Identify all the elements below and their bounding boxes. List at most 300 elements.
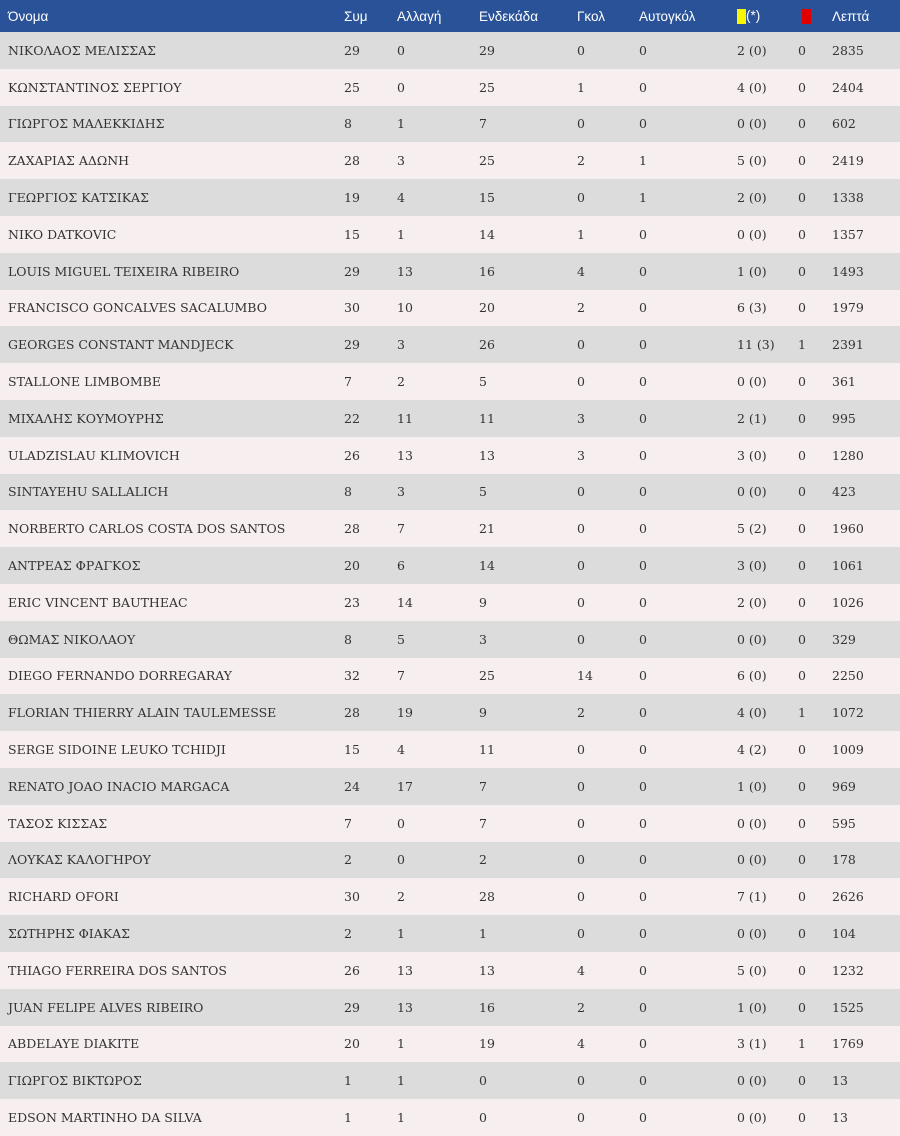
appearances-cell: 29 bbox=[344, 42, 360, 58]
minutes-cell: 969 bbox=[832, 778, 856, 794]
substitutions-cell: 1 bbox=[397, 1036, 405, 1052]
goals-cell: 0 bbox=[577, 521, 585, 537]
goals-cell: 2 bbox=[577, 705, 585, 721]
appearances-cell: 1 bbox=[344, 1110, 352, 1125]
starts-cell: 16 bbox=[479, 999, 495, 1015]
yellow-card-icon bbox=[737, 9, 746, 24]
minutes-cell: 1979 bbox=[832, 300, 864, 316]
goals-cell: 0 bbox=[577, 889, 585, 905]
table-row bbox=[0, 731, 900, 768]
starts-cell: 2 bbox=[479, 852, 487, 868]
minutes-cell: 1232 bbox=[832, 962, 864, 978]
minutes-cell: 1072 bbox=[832, 705, 864, 721]
column-header-yellow-cards[interactable] bbox=[737, 0, 798, 32]
yellow-cards-cell: 0 (0) bbox=[737, 484, 767, 500]
yellow-cards-cell: 0 (0) bbox=[737, 926, 767, 942]
appearances-cell: 8 bbox=[344, 116, 352, 132]
own-goals-cell: 0 bbox=[639, 558, 647, 574]
player-name-cell: NIKO DATKOVIC bbox=[8, 226, 117, 242]
goals-cell: 0 bbox=[577, 374, 585, 390]
minutes-cell: 2404 bbox=[832, 79, 864, 95]
goals-cell: 0 bbox=[577, 852, 585, 868]
appearances-cell: 23 bbox=[344, 594, 360, 610]
own-goals-cell: 0 bbox=[639, 447, 647, 463]
appearances-cell: 1 bbox=[344, 1073, 352, 1089]
own-goals-cell: 0 bbox=[639, 852, 647, 868]
player-name-cell: ΜΙΧΑΛΗΣ ΚΟΥΜΟΥΡΗΣ bbox=[8, 410, 164, 426]
appearances-cell: 29 bbox=[344, 263, 360, 279]
appearances-cell: 24 bbox=[344, 778, 360, 794]
own-goals-cell: 0 bbox=[639, 962, 647, 978]
own-goals-cell: 0 bbox=[639, 374, 647, 390]
starts-cell: 1 bbox=[479, 926, 487, 942]
table-row bbox=[0, 69, 900, 106]
own-goals-cell: 0 bbox=[639, 742, 647, 758]
red-cards-cell: 0 bbox=[798, 815, 806, 831]
goals-cell: 3 bbox=[577, 447, 585, 463]
starts-cell: 0 bbox=[479, 1073, 487, 1089]
player-name-cell: ΤΑΣΟΣ ΚΙΣΣΑΣ bbox=[8, 815, 108, 831]
player-name-cell: ΑΝΤΡΕΑΣ ΦΡΑΓΚΟΣ bbox=[8, 558, 141, 574]
substitutions-cell: 0 bbox=[397, 79, 405, 95]
yellow-cards-cell: 2 (0) bbox=[737, 190, 767, 206]
minutes-cell: 104 bbox=[832, 926, 856, 942]
own-goals-cell: 0 bbox=[639, 79, 647, 95]
red-cards-cell: 0 bbox=[798, 1073, 806, 1089]
column-header-own-goals[interactable]: Αυτογκόλ bbox=[639, 8, 696, 24]
table-row bbox=[0, 915, 900, 952]
minutes-cell: 2419 bbox=[832, 153, 864, 169]
minutes-cell: 995 bbox=[832, 410, 856, 426]
own-goals-cell: 0 bbox=[639, 705, 647, 721]
minutes-cell: 1061 bbox=[832, 558, 864, 574]
red-cards-cell: 0 bbox=[798, 153, 806, 169]
substitutions-cell: 10 bbox=[397, 300, 413, 316]
appearances-cell: 28 bbox=[344, 153, 360, 169]
yellow-cards-cell: 3 (1) bbox=[737, 1036, 767, 1052]
player-name-cell: STALLONE LIMBOMBE bbox=[8, 374, 161, 390]
minutes-cell: 13 bbox=[832, 1110, 848, 1125]
red-cards-cell: 0 bbox=[798, 999, 806, 1015]
red-cards-cell: 0 bbox=[798, 558, 806, 574]
starts-cell: 29 bbox=[479, 42, 495, 58]
appearances-cell: 25 bbox=[344, 79, 360, 95]
starts-cell: 21 bbox=[479, 521, 495, 537]
yellow-cards-cell: 0 (0) bbox=[737, 116, 767, 132]
table-row bbox=[0, 437, 900, 474]
player-name-cell: JUAN FELIPE ALVES RIBEIRO bbox=[8, 999, 204, 1015]
yellow-cards-cell: 6 (3) bbox=[737, 300, 767, 316]
appearances-cell: 26 bbox=[344, 447, 360, 463]
starts-cell: 9 bbox=[479, 594, 487, 610]
red-cards-cell: 0 bbox=[798, 410, 806, 426]
appearances-cell: 30 bbox=[344, 300, 360, 316]
own-goals-cell: 0 bbox=[639, 42, 647, 58]
substitutions-cell: 1 bbox=[397, 1110, 405, 1125]
table-row bbox=[0, 474, 900, 511]
yellow-cards-cell: 4 (2) bbox=[737, 742, 767, 758]
player-name-cell: THIAGO FERREIRA DOS SANTOS bbox=[8, 962, 227, 978]
table-row bbox=[0, 878, 900, 915]
starts-cell: 25 bbox=[479, 153, 495, 169]
appearances-cell: 8 bbox=[344, 631, 352, 647]
table-row bbox=[0, 253, 900, 290]
column-header-minutes[interactable]: Λεπτά bbox=[832, 8, 870, 24]
starts-cell: 7 bbox=[479, 116, 487, 132]
own-goals-cell: 0 bbox=[639, 1073, 647, 1089]
own-goals-cell: 0 bbox=[639, 999, 647, 1015]
minutes-cell: 2835 bbox=[832, 42, 864, 58]
starts-cell: 3 bbox=[479, 631, 487, 647]
yellow-cards-cell: 0 (0) bbox=[737, 631, 767, 647]
appearances-cell: 20 bbox=[344, 558, 360, 574]
yellow-cards-cell: 0 (0) bbox=[737, 1073, 767, 1089]
minutes-cell: 1280 bbox=[832, 447, 864, 463]
red-cards-cell: 0 bbox=[798, 594, 806, 610]
red-cards-cell: 0 bbox=[798, 300, 806, 316]
table-header-row bbox=[0, 0, 900, 32]
player-name-cell: GEORGES CONSTANT MANDJECK bbox=[8, 337, 234, 353]
appearances-cell: 8 bbox=[344, 484, 352, 500]
player-name-cell: NORBERTO CARLOS COSTA DOS SANTOS bbox=[8, 521, 286, 537]
player-name-cell: FRANCISCO GONCALVES SACALUMBO bbox=[8, 300, 267, 316]
red-cards-cell: 0 bbox=[798, 263, 806, 279]
minutes-cell: 1493 bbox=[832, 263, 864, 279]
substitutions-cell: 1 bbox=[397, 116, 405, 132]
column-header-apps[interactable]: Συμ bbox=[344, 8, 368, 24]
player-name-cell: ULADZISLAU KLIMOVICH bbox=[8, 447, 180, 463]
starts-cell: 11 bbox=[479, 742, 495, 758]
appearances-cell: 30 bbox=[344, 889, 360, 905]
starts-cell: 0 bbox=[479, 1110, 487, 1125]
goals-cell: 0 bbox=[577, 484, 585, 500]
appearances-cell: 2 bbox=[344, 926, 352, 942]
substitutions-cell: 13 bbox=[397, 962, 413, 978]
red-card-icon bbox=[802, 9, 811, 24]
yellow-cards-cell: 1 (0) bbox=[737, 778, 767, 794]
yellow-cards-cell: 5 (0) bbox=[737, 962, 767, 978]
substitutions-cell: 13 bbox=[397, 447, 413, 463]
starts-cell: 16 bbox=[479, 263, 495, 279]
starts-cell: 25 bbox=[479, 668, 495, 684]
yellow-cards-cell: 4 (0) bbox=[737, 705, 767, 721]
starts-cell: 15 bbox=[479, 190, 495, 206]
substitutions-cell: 13 bbox=[397, 263, 413, 279]
starts-cell: 7 bbox=[479, 778, 487, 794]
player-name-cell: SERGE SIDOINE LEUKO TCHIDJI bbox=[8, 742, 226, 758]
goals-cell: 0 bbox=[577, 631, 585, 647]
red-cards-cell: 0 bbox=[798, 190, 806, 206]
own-goals-cell: 0 bbox=[639, 778, 647, 794]
yellow-cards-cell: 0 (0) bbox=[737, 1110, 767, 1125]
red-cards-cell: 1 bbox=[798, 705, 806, 721]
substitutions-cell: 7 bbox=[397, 668, 405, 684]
player-name-cell: EDSON MARTINHO DA SILVA bbox=[8, 1110, 202, 1125]
own-goals-cell: 0 bbox=[639, 889, 647, 905]
substitutions-cell: 11 bbox=[397, 410, 413, 426]
minutes-cell: 178 bbox=[832, 852, 856, 868]
yellow-cards-cell: 0 (0) bbox=[737, 815, 767, 831]
goals-cell: 3 bbox=[577, 410, 585, 426]
table-row bbox=[0, 584, 900, 621]
red-cards-cell: 0 bbox=[798, 926, 806, 942]
appearances-cell: 26 bbox=[344, 962, 360, 978]
own-goals-cell: 0 bbox=[639, 410, 647, 426]
starts-cell: 20 bbox=[479, 300, 495, 316]
goals-cell: 0 bbox=[577, 1110, 585, 1125]
own-goals-cell: 0 bbox=[639, 631, 647, 647]
substitutions-cell: 1 bbox=[397, 226, 405, 242]
goals-cell: 0 bbox=[577, 926, 585, 942]
substitutions-cell: 1 bbox=[397, 926, 405, 942]
minutes-cell: 1026 bbox=[832, 594, 864, 610]
yellow-cards-cell: 5 (2) bbox=[737, 521, 767, 537]
table-row bbox=[0, 363, 900, 400]
starts-cell: 7 bbox=[479, 815, 487, 831]
appearances-cell: 15 bbox=[344, 742, 360, 758]
substitutions-cell: 0 bbox=[397, 42, 405, 58]
red-cards-cell: 0 bbox=[798, 631, 806, 647]
appearances-cell: 22 bbox=[344, 410, 360, 426]
yellow-cards-cell: 2 (0) bbox=[737, 594, 767, 610]
table-row bbox=[0, 952, 900, 989]
player-name-cell: ΝΙΚΟΛΑΟΣ ΜΕΛΙΣΣΑΣ bbox=[8, 42, 157, 58]
own-goals-cell: 0 bbox=[639, 1036, 647, 1052]
appearances-cell: 32 bbox=[344, 668, 360, 684]
minutes-cell: 1338 bbox=[832, 190, 864, 206]
substitutions-cell: 5 bbox=[397, 631, 405, 647]
table-row bbox=[0, 142, 900, 179]
starts-cell: 9 bbox=[479, 705, 487, 721]
player-name-cell: LOUIS MIGUEL TEIXEIRA RIBEIRO bbox=[8, 263, 240, 279]
starts-cell: 5 bbox=[479, 374, 487, 390]
player-name-cell: ΚΩΝΣΤΑΝΤΙΝΟΣ ΣΕΡΓΙΟΥ bbox=[8, 79, 182, 95]
starts-cell: 14 bbox=[479, 558, 495, 574]
goals-cell: 2 bbox=[577, 999, 585, 1015]
yellow-cards-cell: 2 (0) bbox=[737, 42, 767, 58]
goals-cell: 0 bbox=[577, 1073, 585, 1089]
own-goals-cell: 0 bbox=[639, 300, 647, 316]
minutes-cell: 13 bbox=[832, 1073, 848, 1089]
minutes-cell: 1357 bbox=[832, 226, 864, 242]
red-cards-cell: 1 bbox=[798, 1036, 806, 1052]
goals-cell: 0 bbox=[577, 116, 585, 132]
own-goals-cell: 0 bbox=[639, 815, 647, 831]
substitutions-cell: 4 bbox=[397, 742, 405, 758]
appearances-cell: 28 bbox=[344, 521, 360, 537]
yellow-cards-cell: 7 (1) bbox=[737, 889, 767, 905]
table-row bbox=[0, 621, 900, 658]
yellow-cards-cell: 6 (0) bbox=[737, 668, 767, 684]
substitutions-cell: 3 bbox=[397, 484, 405, 500]
substitutions-cell: 3 bbox=[397, 153, 405, 169]
minutes-cell: 423 bbox=[832, 484, 856, 500]
table-row bbox=[0, 1099, 900, 1136]
yellow-cards-cell: 0 (0) bbox=[737, 374, 767, 390]
red-cards-cell: 1 bbox=[798, 337, 806, 353]
column-header-subs[interactable]: Αλλαγή bbox=[397, 8, 442, 24]
yellow-cards-cell: 1 (0) bbox=[737, 999, 767, 1015]
player-name-cell: ΛΟΥΚΑΣ ΚΑΛΟΓΗΡΟΥ bbox=[8, 852, 151, 868]
yellow-cards-cell: 5 (0) bbox=[737, 153, 767, 169]
goals-cell: 2 bbox=[577, 153, 585, 169]
red-cards-cell: 0 bbox=[798, 1110, 806, 1125]
own-goals-cell: 0 bbox=[639, 926, 647, 942]
table-row bbox=[0, 547, 900, 584]
starts-cell: 13 bbox=[479, 447, 495, 463]
goals-cell: 0 bbox=[577, 337, 585, 353]
minutes-cell: 595 bbox=[832, 815, 856, 831]
goals-cell: 0 bbox=[577, 815, 585, 831]
yellow-cards-cell: 1 (0) bbox=[737, 263, 767, 279]
minutes-cell: 1960 bbox=[832, 521, 864, 537]
goals-cell: 0 bbox=[577, 594, 585, 610]
minutes-cell: 1009 bbox=[832, 742, 864, 758]
player-name-cell: RICHARD OFORI bbox=[8, 889, 119, 905]
appearances-cell: 29 bbox=[344, 337, 360, 353]
red-cards-cell: 0 bbox=[798, 116, 806, 132]
starts-cell: 28 bbox=[479, 889, 495, 905]
substitutions-cell: 0 bbox=[397, 852, 405, 868]
substitutions-cell: 2 bbox=[397, 374, 405, 390]
table-row bbox=[0, 694, 900, 731]
minutes-cell: 2250 bbox=[832, 668, 864, 684]
own-goals-cell: 0 bbox=[639, 484, 647, 500]
appearances-cell: 28 bbox=[344, 705, 360, 721]
starts-cell: 19 bbox=[479, 1036, 495, 1052]
table-row bbox=[0, 842, 900, 879]
yellow-cards-cell: 0 (0) bbox=[737, 852, 767, 868]
player-name-cell: ABDELAYE DIAKITE bbox=[8, 1036, 140, 1052]
own-goals-cell: 1 bbox=[639, 190, 647, 206]
own-goals-cell: 0 bbox=[639, 594, 647, 610]
table-row bbox=[0, 400, 900, 437]
red-cards-cell: 0 bbox=[798, 42, 806, 58]
own-goals-cell: 1 bbox=[639, 153, 647, 169]
own-goals-cell: 0 bbox=[639, 226, 647, 242]
substitutions-cell: 2 bbox=[397, 889, 405, 905]
red-cards-cell: 0 bbox=[798, 521, 806, 537]
goals-cell: 14 bbox=[577, 668, 593, 684]
column-header-red-cards[interactable] bbox=[798, 0, 832, 32]
red-cards-cell: 0 bbox=[798, 962, 806, 978]
goals-cell: 0 bbox=[577, 190, 585, 206]
red-cards-cell: 0 bbox=[798, 668, 806, 684]
goals-cell: 4 bbox=[577, 263, 585, 279]
red-cards-cell: 0 bbox=[798, 778, 806, 794]
player-name-cell: FLORIAN THIERRY ALAIN TAULEMESSE bbox=[8, 705, 277, 721]
starts-cell: 25 bbox=[479, 79, 495, 95]
minutes-cell: 1525 bbox=[832, 999, 864, 1015]
substitutions-cell: 4 bbox=[397, 190, 405, 206]
own-goals-cell: 0 bbox=[639, 668, 647, 684]
red-cards-cell: 0 bbox=[798, 79, 806, 95]
player-name-cell: ERIC VINCENT BAUTHEAC bbox=[8, 594, 188, 610]
table-row bbox=[0, 179, 900, 216]
red-cards-cell: 0 bbox=[798, 447, 806, 463]
player-name-cell: SINTAYEHU SALLALICH bbox=[8, 484, 169, 500]
red-cards-cell: 0 bbox=[798, 374, 806, 390]
yellow-cards-cell: 3 (0) bbox=[737, 558, 767, 574]
substitutions-cell: 13 bbox=[397, 999, 413, 1015]
minutes-cell: 361 bbox=[832, 374, 856, 390]
table-row bbox=[0, 326, 900, 363]
goals-cell: 4 bbox=[577, 962, 585, 978]
table-row bbox=[0, 768, 900, 805]
goals-cell: 0 bbox=[577, 778, 585, 794]
red-cards-cell: 0 bbox=[798, 484, 806, 500]
table-row bbox=[0, 32, 900, 69]
column-header-name[interactable]: Όνομα bbox=[8, 8, 49, 24]
starts-cell: 5 bbox=[479, 484, 487, 500]
player-name-cell: DIEGO FERNANDO DORREGARAY bbox=[8, 668, 233, 684]
red-cards-cell: 0 bbox=[798, 852, 806, 868]
substitutions-cell: 0 bbox=[397, 815, 405, 831]
table-row bbox=[0, 989, 900, 1026]
table-row bbox=[0, 805, 900, 842]
player-name-cell: ΖΑΧΑΡΙΑΣ ΑΔΩΝΗ bbox=[8, 153, 130, 169]
minutes-cell: 2626 bbox=[832, 889, 864, 905]
column-header-starts[interactable]: Ενδεκάδα bbox=[479, 8, 538, 24]
goals-cell: 0 bbox=[577, 558, 585, 574]
player-name-cell: RENATO JOAO INACIO MARGACA bbox=[8, 778, 230, 794]
player-name-cell: ΓΕΩΡΓΙΟΣ ΚΑΤΣΙΚΑΣ bbox=[8, 190, 149, 206]
goals-cell: 1 bbox=[577, 226, 585, 242]
player-name-cell: ΘΩΜΑΣ ΝΙΚΟΛΑΟΥ bbox=[8, 631, 136, 647]
yellow-cards-cell: 0 (0) bbox=[737, 226, 767, 242]
starts-cell: 26 bbox=[479, 337, 495, 353]
own-goals-cell: 0 bbox=[639, 116, 647, 132]
column-header-goals[interactable]: Γκολ bbox=[577, 8, 606, 24]
appearances-cell: 15 bbox=[344, 226, 360, 242]
yellow-cards-cell: 3 (0) bbox=[737, 447, 767, 463]
table-row bbox=[0, 1062, 900, 1099]
appearances-cell: 2 bbox=[344, 852, 352, 868]
minutes-cell: 329 bbox=[832, 631, 856, 647]
own-goals-cell: 0 bbox=[639, 263, 647, 279]
red-cards-cell: 0 bbox=[798, 226, 806, 242]
substitutions-cell: 3 bbox=[397, 337, 405, 353]
appearances-cell: 7 bbox=[344, 374, 352, 390]
appearances-cell: 7 bbox=[344, 815, 352, 831]
substitutions-cell: 6 bbox=[397, 558, 405, 574]
red-cards-cell: 0 bbox=[798, 889, 806, 905]
substitutions-cell: 14 bbox=[397, 594, 413, 610]
table-row bbox=[0, 510, 900, 547]
yellow-cards-cell: 4 (0) bbox=[737, 79, 767, 95]
minutes-cell: 1769 bbox=[832, 1036, 864, 1052]
table-row bbox=[0, 290, 900, 327]
starts-cell: 14 bbox=[479, 226, 495, 242]
own-goals-cell: 0 bbox=[639, 337, 647, 353]
table-row bbox=[0, 216, 900, 253]
yellow-cards-cell: 2 (1) bbox=[737, 410, 767, 426]
red-cards-cell: 0 bbox=[798, 742, 806, 758]
own-goals-cell: 0 bbox=[639, 1110, 647, 1125]
substitutions-cell: 17 bbox=[397, 778, 413, 794]
appearances-cell: 29 bbox=[344, 999, 360, 1015]
starts-cell: 13 bbox=[479, 962, 495, 978]
goals-cell: 0 bbox=[577, 742, 585, 758]
minutes-cell: 602 bbox=[832, 116, 856, 132]
table-row bbox=[0, 106, 900, 143]
substitutions-cell: 19 bbox=[397, 705, 413, 721]
goals-cell: 4 bbox=[577, 1036, 585, 1052]
goals-cell: 2 bbox=[577, 300, 585, 316]
player-name-cell: ΣΩΤΗΡΗΣ ΦΙΑΚΑΣ bbox=[8, 926, 130, 942]
own-goals-cell: 0 bbox=[639, 521, 647, 537]
substitutions-cell: 1 bbox=[397, 1073, 405, 1089]
